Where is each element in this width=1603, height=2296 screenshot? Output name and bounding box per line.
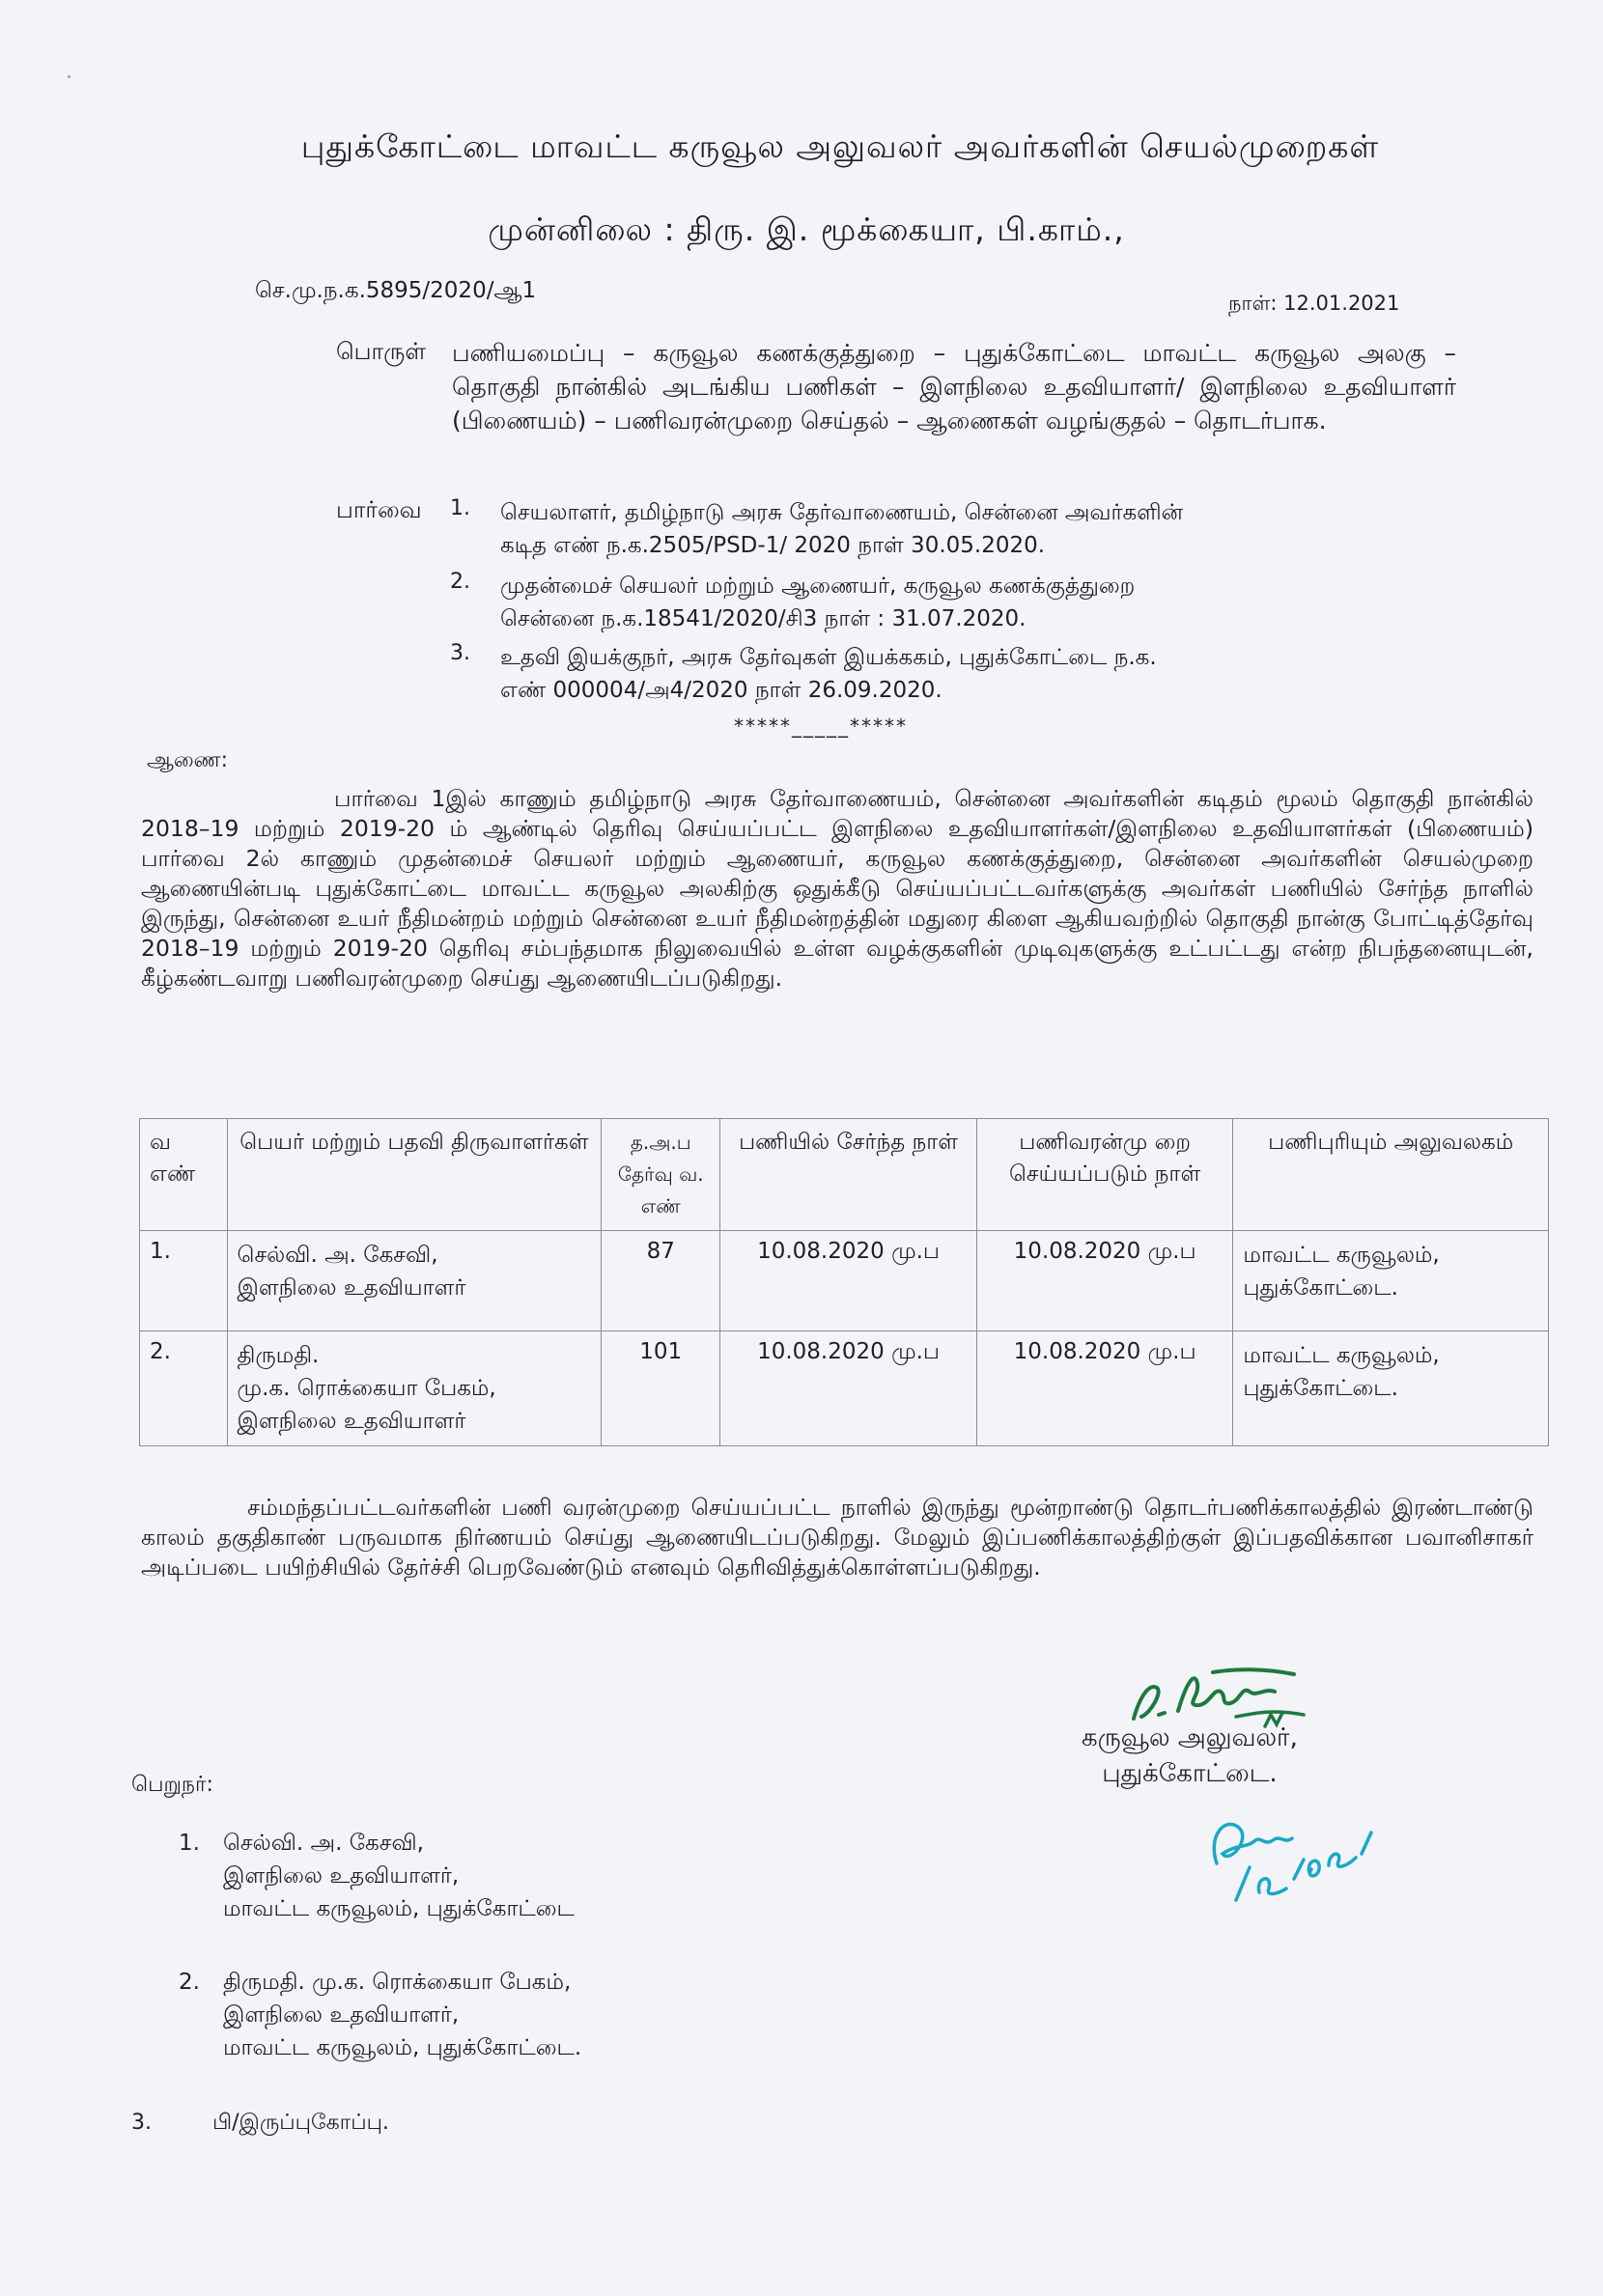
recipients-label: பெறுநர்: <box>131 1773 213 1797</box>
col-sl: த.அ.ப தேர்வு வ. எண் <box>602 1119 720 1231</box>
reference-text <box>500 641 1389 707</box>
cell-joined: 10.08.2020 மு.ப <box>720 1331 977 1446</box>
subject-text: பணியமைப்பு – கருவூல கணக்குத்துறை – புதுக்கோட்டை மாவட்ட கருவூல அலகு – தொகுதி நான்கில் அடங்கிய பணிகள் – இளநிலை உதவியாளர்/ இளநிலை உதவியாளர் (பிணையம்) – பணிவரன்முறை செய்தல் – ஆணைகள் வழங்குதல் – தொடர்பாக. <box>452 339 1456 434</box>
reference-line: சென்னை ந.க.18541/2020/சி3 நாள் : 31.07.2020. <box>500 606 1026 631</box>
presence-line: முன்னிலை : திரு. இ. மூக்கையா, பி.காம்., <box>488 210 1125 248</box>
signatory-place: புதுக்கோட்டை. <box>1102 1759 1278 1788</box>
office-line: புதுக்கோட்டை. <box>1243 1275 1398 1301</box>
name-line: இளநிலை உதவியாளர் <box>237 1409 466 1434</box>
table-row <box>140 1231 1549 1331</box>
col-name: பெயர் மற்றும் பதவி திருவாளர்கள் <box>227 1119 602 1231</box>
col-regularised: பணிவரன்மு றை செய்யப்படும் நாள் <box>976 1119 1233 1231</box>
order-label: ஆணை: <box>147 748 229 772</box>
document-title: புதுக்கோட்டை மாவட்ட கருவூல அலுவலர் அவர்களின் செயல்முறைகள் <box>300 127 1380 165</box>
reference-line: செயலாளர், தமிழ்நாடு அரசு தேர்வாணையம், சென்னை அவர்களின் <box>500 500 1183 525</box>
col-office: பணிபுரியும் அலுவலகம் <box>1233 1119 1549 1231</box>
reference-num: 3. <box>450 641 470 665</box>
receipt-initials <box>1197 1796 1391 1921</box>
office-line: மாவட்ட கருவூலம், <box>1243 1343 1440 1368</box>
recipient-line: திருமதி. மு.க. ரொக்கையா பேகம், <box>223 1970 572 1995</box>
recipient-num: 1. <box>179 1831 200 1856</box>
name-line: மு.க. ரொக்கையா பேகம், <box>237 1376 496 1401</box>
reference-text <box>500 496 1389 562</box>
recipient-line: மாவட்ட கருவூலம், புதுக்கோட்டை <box>223 1896 575 1921</box>
order-paragraph-1: பார்வை 1இல் காணும் தமிழ்நாடு அரசு தேர்வாணையம், சென்னை அவர்களின் கடிதம் மூலம் தொகுதி நான்கில் 2018–19 மற்றும் 2019-20 ம் ஆண்டில் தெரிவு செய்யப்பட்ட இளநிலை உதவியாளர்கள்/இளநிலை உதவியாளர்கள் (பிணையம்) பார்வை 2ல் காணும் முதன்மைச் செயலர் மற்றும் ஆணையர், கருவூல கணக்குத்துறை, சென்னை அவர்களின் செயல்முறை ஆணையின்படி புதுக்கோட்டை மாவட்ட கருவூல அலகிற்கு ஒதுக்கீடு செய்யப்பட்டவர்களுக்கு அவர்கள் பணியில் சேர்ந்த நாளில் இருந்து, சென்னை உயர் நீதிமன்றம் மற்றும் சென்னை உயர் நீதிமன்றத்தின் மதுரை கிளை ஆகியவற்றில் தொகுதி நான்கு போட்டித்தேர்வு 2018–19 மற்றும் 2019-20 தெரிவு சம்பந்தமாக நிலுவையில் உள்ள வழக்குகளின் முடிவுகளுக்கு உட்பட்டது என்ற நிபந்தனையுடன், கீழ்கண்டவாறு பணிவரன்முறை செய்து ஆணையிடப்படுகிறது. <box>141 785 1533 992</box>
reference-line: உதவி இயக்குநர், அரசு தேர்வுகள் இயக்ககம், புதுக்கோட்டை ந.க. <box>500 645 1157 670</box>
cell-regularised: 10.08.2020 மு.ப <box>976 1231 1233 1331</box>
cell-sl: 101 <box>602 1331 720 1446</box>
document-date: நாள்: 12.01.2021 <box>1228 292 1400 315</box>
recipient-num: 2. <box>179 1970 200 1995</box>
cell-name <box>227 1231 602 1331</box>
signatory-block <box>1082 1721 1298 1792</box>
recipient-num: 3. <box>131 2111 152 2135</box>
reference-line: கடித எண் ந.க.2505/PSD-1/ 2020 நாள் 30.05.2020. <box>500 533 1046 558</box>
table-row <box>140 1331 1549 1446</box>
signatory-designation: கருவூல அலுவலர், <box>1082 1723 1298 1752</box>
reference-number: செ.மு.ந.க.5895/2020/ஆ1 <box>255 278 537 303</box>
paper-speck <box>68 75 70 78</box>
separator: *****_____***** <box>734 714 908 738</box>
recipient-line: இளநிலை உதவியாளர், <box>223 2002 460 2028</box>
reference-line: எண் 000004/அ4/2020 நாள் 26.09.2020. <box>500 678 942 703</box>
recipient-text <box>223 1827 575 1925</box>
reference-num: 2. <box>450 570 470 594</box>
office-line: மாவட்ட கருவூலம், <box>1243 1243 1440 1268</box>
table-header-row <box>140 1119 1549 1231</box>
cell-sno: 1. <box>140 1231 228 1331</box>
cell-sno: 2. <box>140 1331 228 1446</box>
recipient-line: மாவட்ட கருவூலம், புதுக்கோட்டை. <box>223 2035 582 2060</box>
name-line: திருமதி. <box>237 1343 320 1368</box>
recipient-line: செல்வி. அ. கேசவி, <box>223 1831 424 1856</box>
references-label: பார்வை <box>336 496 422 523</box>
recipient-line: இளநிலை உதவியாளர், <box>223 1863 460 1889</box>
col-joined: பணியில் சேர்ந்த நாள் <box>720 1119 977 1231</box>
subject-label: பொருள் <box>336 338 426 365</box>
reference-num: 1. <box>450 496 470 520</box>
order-paragraph-2: சம்மந்தப்பட்டவர்களின் பணி வரன்முறை செய்யப்பட்ட நாளில் இருந்து மூன்றாண்டு தொடர்பணிக்காலத்தில் இரண்டாண்டு காலம் தகுதிகாண் பருவமாக நிர்ணயம் செய்து ஆணையிடப்படுகிறது. மேலும் இப்பணிக்காலத்திற்குள் இப்பதவிக்கான பவானிசாகர் அடிப்படை பயிற்சியில் தேர்ச்சி பெறவேண்டும் எனவும் தெரிவித்துக்கொள்ளப்படுகிறது. <box>141 1494 1533 1581</box>
name-line: செல்வி. அ. கேசவி, <box>237 1243 438 1268</box>
col-sno: வ எண் <box>140 1119 228 1231</box>
cell-regularised: 10.08.2020 மு.ப <box>976 1331 1233 1446</box>
recipient-text <box>223 1966 581 2064</box>
reference-line: முதன்மைச் செயலர் மற்றும் ஆணையர், கருவூல கணக்குத்துறை <box>500 574 1136 599</box>
cell-joined: 10.08.2020 மு.ப <box>720 1231 977 1331</box>
cell-office <box>1233 1331 1549 1446</box>
recipient-copy-text: பி/இருப்புகோப்பு. <box>212 2111 389 2135</box>
appointment-table <box>139 1118 1549 1446</box>
office-line: புதுக்கோட்டை. <box>1243 1376 1398 1401</box>
reference-text <box>500 570 1389 635</box>
cell-name <box>227 1331 602 1446</box>
cell-sl: 87 <box>602 1231 720 1331</box>
cell-office <box>1233 1231 1549 1331</box>
name-line: இளநிலை உதவியாளர் <box>237 1275 466 1301</box>
